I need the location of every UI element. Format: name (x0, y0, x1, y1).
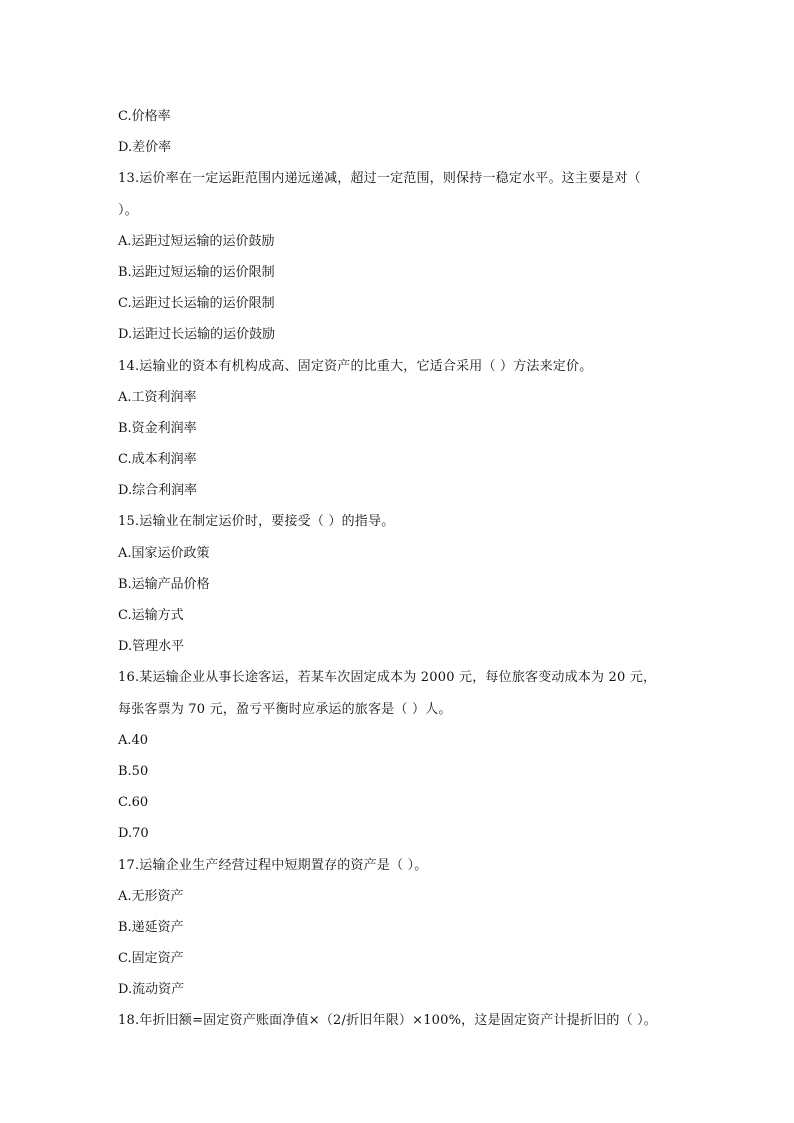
question-line: 17.运输企业生产经营过程中短期置存的资产是（ ）。 (118, 857, 428, 873)
question-text (118, 850, 688, 881)
option-line: D.运距过长运输的运价鼓励 (118, 327, 276, 343)
option-line: D.70 (118, 826, 149, 842)
option-line: D.差价率 (118, 140, 172, 156)
answer-option (118, 569, 688, 600)
option-line: B.50 (118, 763, 149, 779)
answer-option (118, 382, 688, 413)
question-line: 14.运输业的资本有机构成高、固定资产的比重大，它适合采用（ ）方法来定价。 (118, 358, 593, 374)
answer-option (118, 475, 688, 506)
answer-option (118, 631, 688, 662)
option-line: C.运输方式 (118, 608, 184, 623)
option-line: D.管理水平 (118, 639, 185, 655)
option-line: A.工资利润率 (118, 389, 197, 405)
answer-option (118, 226, 688, 257)
answer-option (118, 600, 688, 631)
option-line: A.无形资产 (118, 888, 184, 904)
answer-option (118, 319, 688, 350)
option-line: A.40 (118, 732, 149, 748)
option-line: B.运距过短运输的运价限制 (118, 264, 275, 280)
question-text (118, 506, 688, 537)
question-line: 16.某运输企业从事长途客运，若某车次固定成本为 2000 元，每位旅客变动成本为 20 元， (118, 670, 657, 686)
option-line: B.递延资产 (118, 919, 184, 935)
option-line: C.60 (118, 795, 149, 811)
answer-option (118, 257, 688, 288)
question-text (118, 662, 688, 724)
answer-option (118, 756, 688, 787)
answer-option (118, 818, 688, 849)
answer-option (118, 101, 688, 132)
question-text (118, 351, 688, 382)
question-line: 每张客票为 70 元，盈亏平衡时应承运的旅客是（ ）人。 (118, 701, 452, 717)
question-line: 18.年折旧额=固定资产账面净值×（2/折旧年限）×100%，这是固定资产计提折旧的（ ）。 (118, 1013, 658, 1029)
answer-option (118, 912, 688, 943)
option-line: C.运距过长运输的运价限制 (118, 296, 275, 312)
option-line: D.流动资产 (118, 982, 185, 998)
answer-option (118, 725, 688, 756)
answer-option (118, 288, 688, 319)
answer-option (118, 444, 688, 475)
option-line: C.价格率 (118, 109, 171, 124)
answer-option (118, 943, 688, 974)
document-body (118, 101, 688, 1037)
answer-option (118, 538, 688, 569)
question-line: ）。 (118, 202, 138, 218)
answer-option (118, 132, 688, 163)
answer-option (118, 974, 688, 1005)
option-line: A.运距过短运输的运价鼓励 (118, 233, 275, 249)
answer-option (118, 881, 688, 912)
question-text (118, 1005, 688, 1036)
answer-option (118, 787, 688, 818)
question-line: 15.运输业在制定运价时，要接受（ ）的指导。 (118, 514, 395, 530)
option-line: A.国家运价政策 (118, 545, 210, 561)
option-line: D.综合利润率 (118, 483, 198, 499)
answer-option (118, 413, 688, 444)
option-line: B.运输产品价格 (118, 576, 210, 592)
option-line: C.成本利润率 (118, 452, 197, 468)
question-line: 13.运价率在一定运距范围内递远递减，超过一定范围，则保持一稳定水平。这主要是对（ (118, 171, 641, 187)
option-line: C.固定资产 (118, 951, 184, 967)
option-line: B.资金利润率 (118, 420, 197, 436)
question-text (118, 163, 688, 225)
